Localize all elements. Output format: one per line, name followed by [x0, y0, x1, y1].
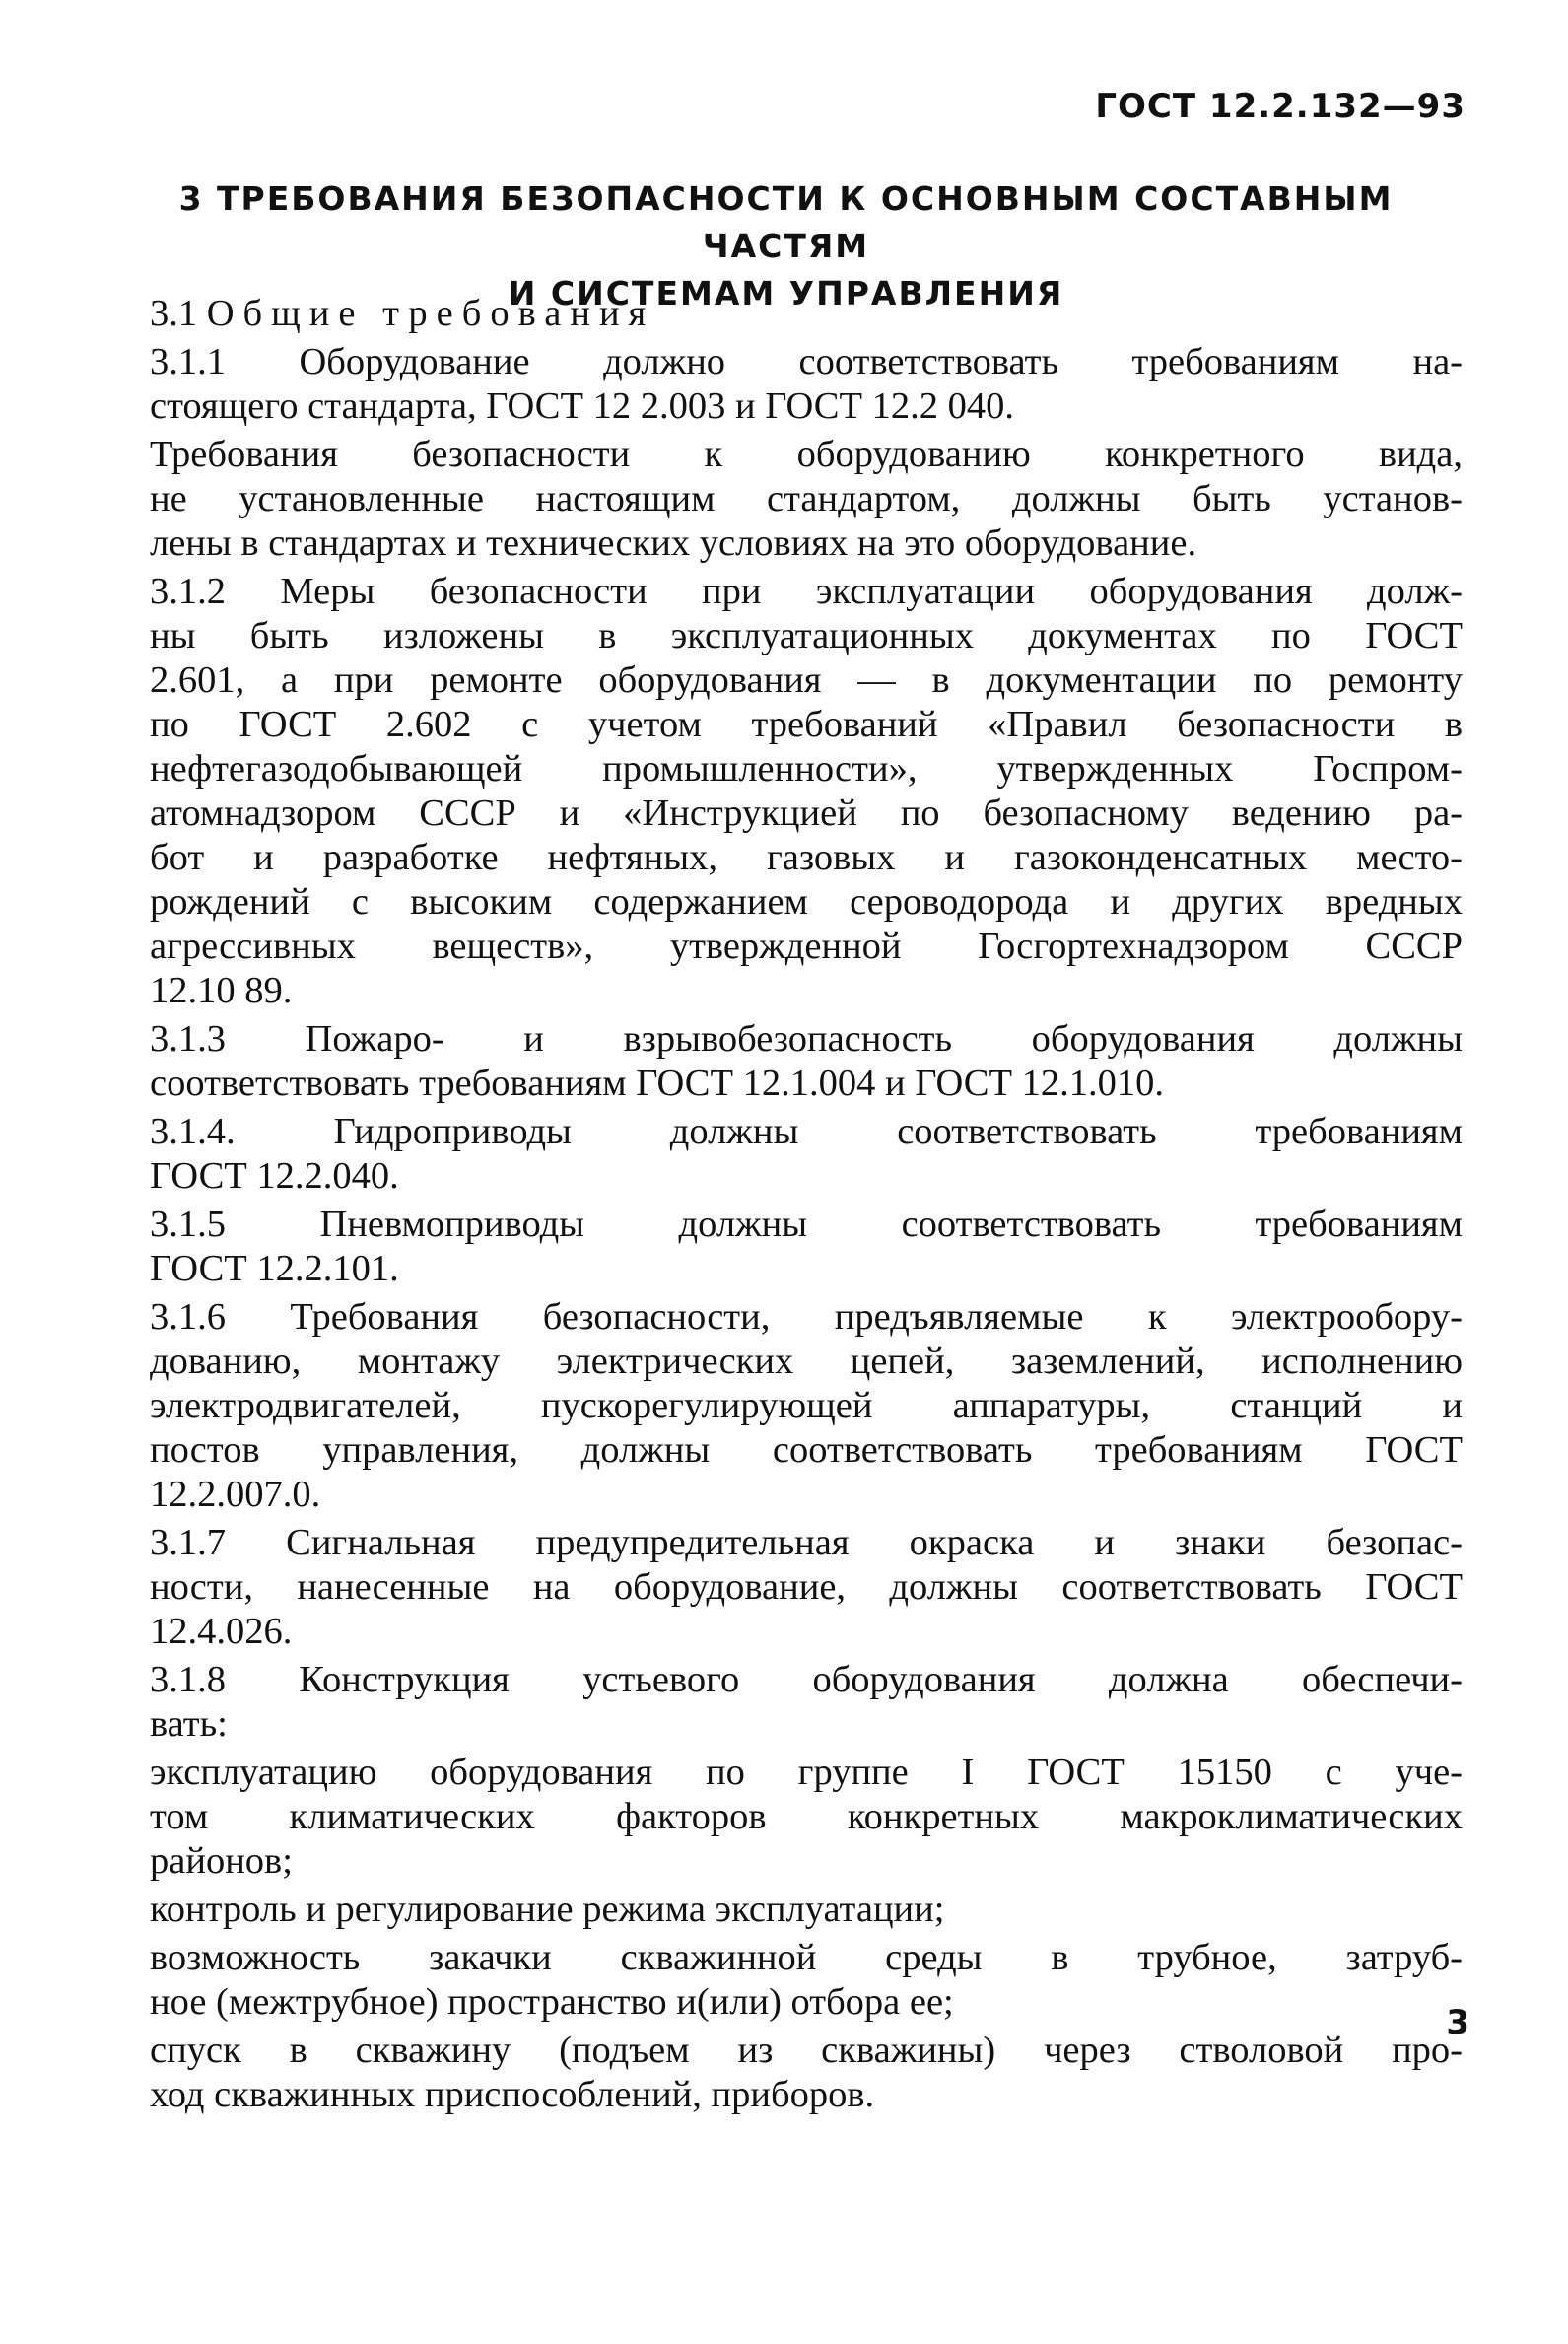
paragraph: [150, 570, 1463, 1013]
text-line: стоящего стандарта, ГОСТ 12 2.003 и ГОСТ 12.2 040.: [150, 385, 1014, 427]
text-line: Требования безопасности к оборудованию конкретного вида,: [150, 434, 1463, 475]
paragraph: [150, 1751, 1463, 1884]
text-line: ное (межтрубное) пространство и(или) отбора ее;: [150, 1981, 954, 2023]
text-line: постов управления, должны соответствовать требованиям ГОСТ: [150, 1429, 1463, 1471]
text-line: 12.2.007.0.: [150, 1474, 321, 1515]
paragraph: [150, 1888, 1463, 1932]
text-line: соответствовать требованиям ГОСТ 12.1.004 и ГОСТ 12.1.010.: [150, 1063, 1164, 1104]
text-line: дованию, монтажу электрических цепей, заземлений, исполнению: [150, 1341, 1463, 1382]
subsection-number: 3.1: [150, 293, 198, 334]
text-line: 3.1.7 Сигнальная предупредительная окраска и знаки безопас-: [150, 1522, 1463, 1563]
text-line: по ГОСТ 2.602 с учетом требований «Правил безопасности в: [150, 704, 1463, 745]
text-line: 3.1.8 Конструкция устьевого оборудования должна обеспечи-: [150, 1659, 1463, 1700]
text-line: 3.1.3 Пожаро- и взрывобезопасность оборудования должны: [150, 1018, 1463, 1060]
paragraph: [150, 1017, 1463, 1106]
paragraph: [150, 1203, 1463, 1291]
text-line: 3.1.1 Оборудование должно соответствовать требованиям на-: [150, 341, 1463, 382]
paragraph: [150, 1936, 1463, 2025]
paragraphs-container: [150, 340, 1463, 2117]
text-line: 3.1.4. Гидроприводы должны соответствовать требованиям: [150, 1111, 1463, 1152]
page-number: 3: [1446, 2003, 1469, 2042]
paragraph: [150, 340, 1463, 429]
text-line: ГОСТ 12.2.040.: [150, 1155, 399, 1197]
text-line: ны быть изложены в эксплуатационных документах по ГОСТ: [150, 615, 1463, 656]
text-line: вать:: [150, 1703, 228, 1745]
text-line: том климатических факторов конкретных макроклиматических: [150, 1796, 1463, 1837]
subsection-title: Общие требования: [206, 293, 655, 334]
text-line: не установленные настоящим стандартом, должны быть установ-: [150, 478, 1463, 519]
section-title-line-1: 3 ТРЕБОВАНИЯ БЕЗОПАСНОСТИ К ОСНОВНЫМ СОСТАВНЫМ ЧАСТЯМ: [178, 179, 1394, 265]
text-line: лены в стандартах и технических условиях на это оборудование.: [150, 522, 1197, 564]
body-text: [150, 292, 1463, 2121]
text-line: нефтегазодобывающей промышленности», утвержденных Госпром-: [150, 748, 1463, 790]
standard-code-header: ГОСТ 12.2.132—93: [1095, 87, 1466, 126]
text-line: ГОСТ 12.2.101.: [150, 1248, 399, 1289]
text-line: 3.1.6 Требования безопасности, предъявляемые к электрообору-: [150, 1296, 1463, 1338]
text-line: 3.1.2 Меры безопасности при эксплуатации оборудования долж-: [150, 571, 1463, 612]
text-line: спуск в скважину (подъем из скважины) через стволовой про-: [150, 2030, 1463, 2071]
text-line: рождений с высоким содержанием сероводорода и других вредных: [150, 881, 1463, 923]
text-line: ход скважинных приспособлений, приборов.: [150, 2074, 875, 2115]
text-line: ности, нанесенные на оборудование, должны соответствовать ГОСТ: [150, 1566, 1463, 1608]
text-line: эксплуатацию оборудования по группе I ГОСТ 15150 с уче-: [150, 1752, 1463, 1793]
subsection-heading: [150, 292, 1463, 336]
paragraph: [150, 1521, 1463, 1654]
text-line: бот и разработке нефтяных, газовых и газоконденсатных место-: [150, 837, 1463, 878]
paragraph: [150, 1658, 1463, 1747]
text-line: 3.1.5 Пневмоприводы должны соответствовать требованиям: [150, 1204, 1463, 1245]
text-line: 12.4.026.: [150, 1611, 293, 1652]
paragraph: [150, 433, 1463, 566]
text-line: 12.10 89.: [150, 970, 293, 1011]
paragraph: [150, 2029, 1463, 2117]
section-title-line-2: И СИСТЕМАМ УПРАВЛЕНИЯ: [508, 274, 1064, 312]
text-line: 2.601, а при ремонте оборудования — в документации по ремонту: [150, 659, 1463, 701]
text-line: электродвигателей, пускорегулирующей аппаратуры, станций и: [150, 1385, 1463, 1426]
text-line: районов;: [150, 1840, 293, 1882]
text-line: атомнадзором СССР и «Инструкцией по безопасному ведению ра-: [150, 793, 1463, 834]
text-line: контроль и регулирование режима эксплуатации;: [150, 1889, 945, 1930]
paragraph: [150, 1110, 1463, 1199]
text-line: агрессивных веществ», утвержденной Госгортехнадзором СССР: [150, 926, 1463, 967]
paragraph: [150, 1295, 1463, 1517]
text-line: возможность закачки скважинной среды в трубное, затруб-: [150, 1937, 1463, 1978]
